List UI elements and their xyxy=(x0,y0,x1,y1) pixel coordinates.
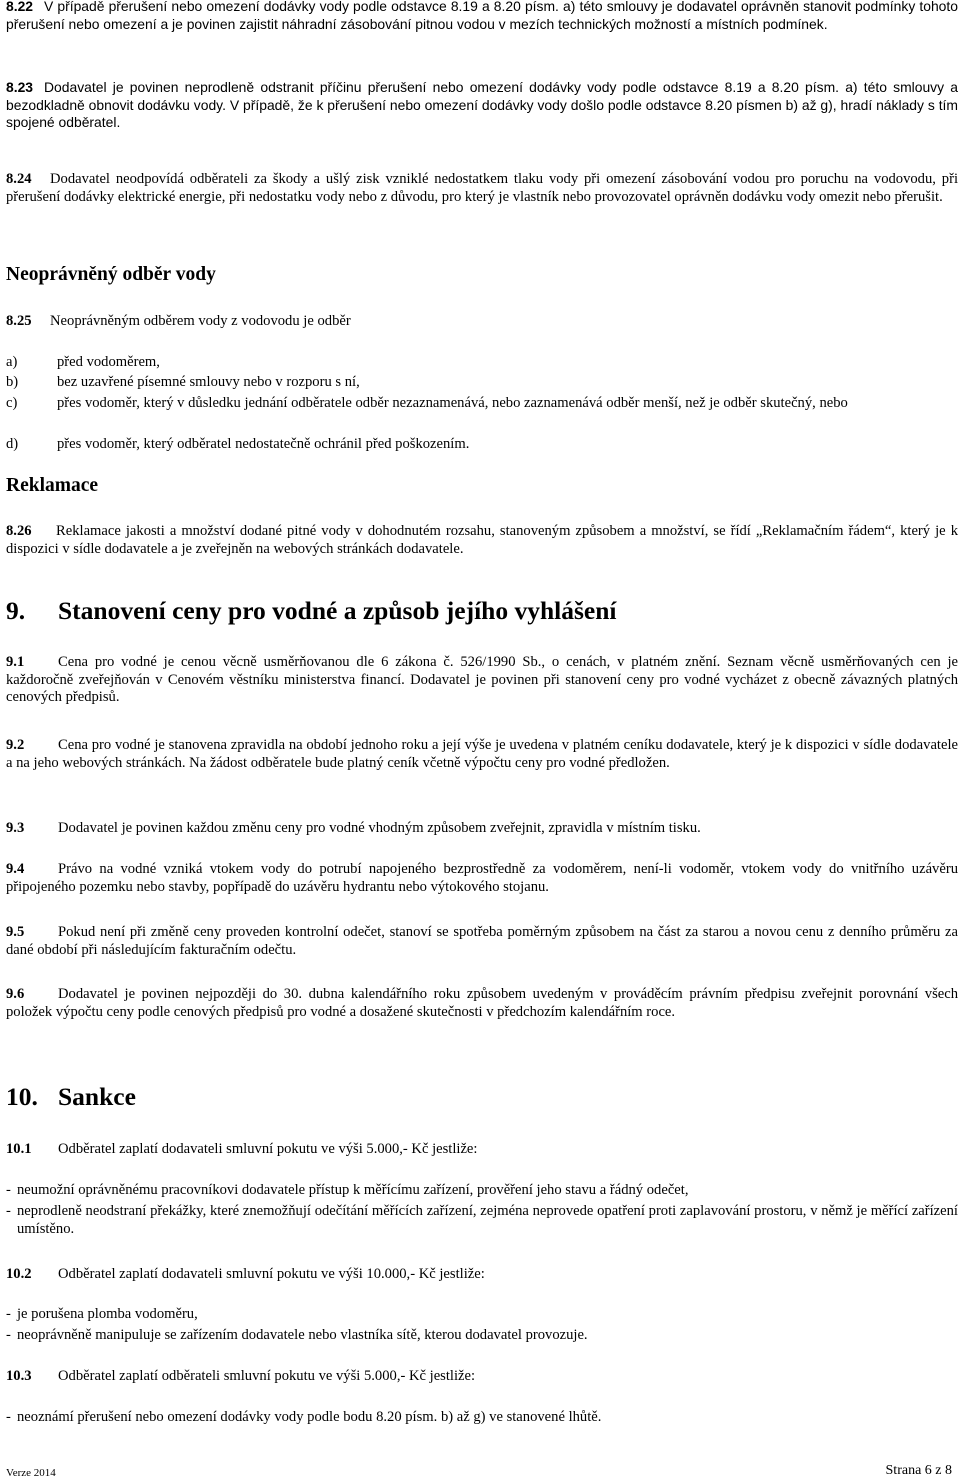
list-item-text: je porušena plomba vodoměru, xyxy=(17,1306,198,1322)
paragraph-number: 8.23 xyxy=(6,79,34,95)
list-item-text: neoprávněně manipuluje se zařízením dodavatele nebo vlastníka sítě, kterou dodavatel provozuje. xyxy=(17,1327,588,1343)
list-item-text: přes vodoměr, který odběratel nedostatečně ochránil před poškozením. xyxy=(57,436,470,452)
paragraph-number: 9.2 xyxy=(6,737,25,753)
footer-version: Verze 2014 xyxy=(6,1467,56,1479)
paragraph-number: 8.24 xyxy=(6,171,32,187)
heading-complaints: Reklamace xyxy=(6,475,99,496)
paragraph-number: 10.2 xyxy=(6,1266,32,1282)
section-number: 10. xyxy=(6,1082,38,1111)
list-item-a xyxy=(6,354,958,372)
list-item-label: b) xyxy=(6,374,19,390)
paragraph-number: 10.3 xyxy=(6,1368,32,1384)
paragraph-text: Dodavatel je povinen nejpozději do 30. dubna kalendářního roku způsobem uvedeným v prováděcím právním předpisu zveřejnit porovnání všech položek výpočtu ceny podle cenových předpisů pro vodné a dosažené skutečnosti v předchozím kalendářním roce. xyxy=(6,986,958,1020)
dash-marker: - xyxy=(6,1182,11,1198)
paragraph-text: Odběratel zaplatí dodavateli smluvní pokutu ve výši 10.000,- Kč jestliže: xyxy=(58,1266,485,1282)
list-item xyxy=(6,1306,958,1324)
paragraph-number: 8.26 xyxy=(6,523,32,539)
paragraph-8-23 xyxy=(6,79,958,132)
paragraph-text: Odběratel zaplatí odběrateli smluvní pokutu ve výši 5.000,- Kč jestliže: xyxy=(58,1368,476,1384)
paragraph-number: 9.3 xyxy=(6,820,25,836)
heading-unauthorized-consumption: Neoprávněný odběr vody xyxy=(6,264,216,285)
dash-marker: - xyxy=(6,1409,11,1425)
list-item-b xyxy=(6,374,958,392)
list-item xyxy=(6,1409,958,1427)
paragraph-number: 9.4 xyxy=(6,861,25,877)
list-item-text: neumožní oprávněnému pracovníkovi dodavatele přístup k měřícímu zařízení, prověření jeho stavu a řádný odečet, xyxy=(17,1182,689,1198)
paragraph-10-3 xyxy=(6,1368,958,1386)
paragraph-text: V případě přerušení nebo omezení dodávky vody podle odstavce 8.19 a 8.20 písm. a) této smlouvy je dodavatel oprávněn stanovit podmínky tohoto přerušení nebo omezení a je povinen zajistit náhradní zásobování pitnou vodou v mezích technických možností a místních podmínek. xyxy=(6,0,958,32)
paragraph-8-22 xyxy=(6,0,958,33)
paragraph-number: 9.6 xyxy=(6,986,25,1002)
section-9-heading xyxy=(6,596,617,625)
list-item xyxy=(6,1182,958,1200)
section-title: Stanovení ceny pro vodné a způsob jejího vyhlášení xyxy=(58,596,617,625)
list-item-label: d) xyxy=(6,436,19,452)
section-number: 9. xyxy=(6,596,26,625)
paragraph-number: 8.22 xyxy=(6,0,34,14)
paragraph-9-5 xyxy=(6,924,958,959)
list-item-text: bez uzavřené písemné smlouvy nebo v rozporu s ní, xyxy=(57,374,360,390)
paragraph-9-6 xyxy=(6,986,958,1021)
paragraph-text: Neoprávněným odběrem vody z vodovodu je odběr xyxy=(50,313,351,329)
list-item xyxy=(6,1203,958,1238)
paragraph-number: 9.1 xyxy=(6,654,25,670)
paragraph-number: 9.5 xyxy=(6,924,25,940)
paragraph-number: 10.1 xyxy=(6,1141,32,1157)
list-item-text: neoznámí přerušení nebo omezení dodávky vody podle bodu 8.20 písm. b) až g) ve stanovené lhůtě. xyxy=(17,1409,602,1425)
paragraph-9-1 xyxy=(6,654,958,707)
list-item-label: c) xyxy=(6,395,18,411)
dash-marker: - xyxy=(6,1203,11,1219)
list-item-text: přes vodoměr, který v důsledku jednání odběratele odběr nezaznamenává, nebo zaznamenává odběr menší, než je odběr skutečný, nebo xyxy=(57,395,848,411)
list-item-text: neprodleně neodstraní překážky, které znemožňují odečítání měřících zařízení, zejména neprovede opatření proti zaplavování prostoru, v němž je měřící zařízení umístěno. xyxy=(17,1203,958,1237)
paragraph-10-1 xyxy=(6,1141,958,1159)
paragraph-8-26 xyxy=(6,523,958,558)
paragraph-text: Odběratel zaplatí dodavateli smluvní pokutu ve výši 5.000,- Kč jestliže: xyxy=(58,1141,478,1157)
dash-marker: - xyxy=(6,1327,11,1343)
list-item-label: a) xyxy=(6,354,18,370)
paragraph-text: Dodavatel neodpovídá odběrateli za škody a ušlý zisk vzniklé nedostatkem tlaku vody při omezení zásobování vodou pro poruchu na vodovodu, při přerušení dodávky elektrické energie, při nedostatku vody nebo z důvodu, pro který je vlastník nebo provozovatel oprávněn dodávku vody omezit nebo přerušit. xyxy=(6,171,958,205)
paragraph-text: Právo na vodné vzniká vtokem vody do potrubí napojeného bezprostředně za vodoměrem, není-li vodoměr, vtokem vody do vnitřního uzávěru připojeného pozemku nebo stavby, popřípadě do uzávěru hydrantu nebo výtokového stojanu. xyxy=(6,861,958,895)
list-item-d xyxy=(6,436,958,454)
section-10-heading xyxy=(6,1082,136,1111)
list-item-text: před vodoměrem, xyxy=(57,354,160,370)
paragraph-text: Dodavatel je povinen každou změnu ceny pro vodné vhodným způsobem zveřejnit, zpravidla v místním tisku. xyxy=(58,820,701,836)
paragraph-text: Cena pro vodné je stanovena zpravidla na období jednoho roku a její výše je uvedena v platném ceníku dodavatele, který je k dispozici v sídle dodavatele a na jeho webových stránkách. Na žádost odběratele bude platný ceník včetně výpočtu ceny pro vodné předložen. xyxy=(6,737,958,771)
paragraph-9-3 xyxy=(6,820,958,838)
list-item-c xyxy=(6,395,958,413)
paragraph-9-2 xyxy=(6,737,958,772)
paragraph-text: Cena pro vodné je cenou věcně usměrňovanou dle 6 zákona č. 526/1990 Sb., o cenách, v platném znění. Seznam věcně usměrňovaných cen je každoročně zveřejňován v Cenovém věstníku ministerstva financí. Dodavatel je povinen při stanovení ceny pro vodné vycházet z obecně závazných platných cenových předpisů. xyxy=(6,654,958,705)
footer-page-number: Strana 6 z 8 xyxy=(885,1463,952,1478)
paragraph-text: Reklamace jakosti a množství dodané pitné vody v dohodnutém rozsahu, stanoveným způsobem a množství, se řídí „Reklamačním řádem“, který je k dispozici v sídle dodavatele a je zveřejněn na webových stránkách dodavatele. xyxy=(6,523,958,557)
paragraph-number: 8.25 xyxy=(6,313,32,329)
paragraph-text: Dodavatel je povinen neprodleně odstranit příčinu přerušení nebo omezení dodávky vody podle odstavce 8.19 a 8.20 písm. a) této smlouvy a bezodkladně obnovit dodávku vody. V případě, že k přerušení nebo omezení dodávky vody došlo podle odstavce 8.20 písmen b) až g), hradí náklady s tím spojené odběratel. xyxy=(6,79,958,130)
section-title: Sankce xyxy=(58,1082,136,1111)
paragraph-10-2 xyxy=(6,1266,958,1284)
paragraph-9-4 xyxy=(6,861,958,896)
paragraph-8-24 xyxy=(6,171,958,206)
paragraph-8-25 xyxy=(6,313,958,331)
list-item xyxy=(6,1327,958,1345)
paragraph-text: Pokud není při změně ceny proveden kontrolní odečet, stanoví se spotřeba poměrným způsobem na část za starou a novou cenu z denního průměru za dané období při následujícím fakturačním odečtu. xyxy=(6,924,958,958)
dash-marker: - xyxy=(6,1306,11,1322)
